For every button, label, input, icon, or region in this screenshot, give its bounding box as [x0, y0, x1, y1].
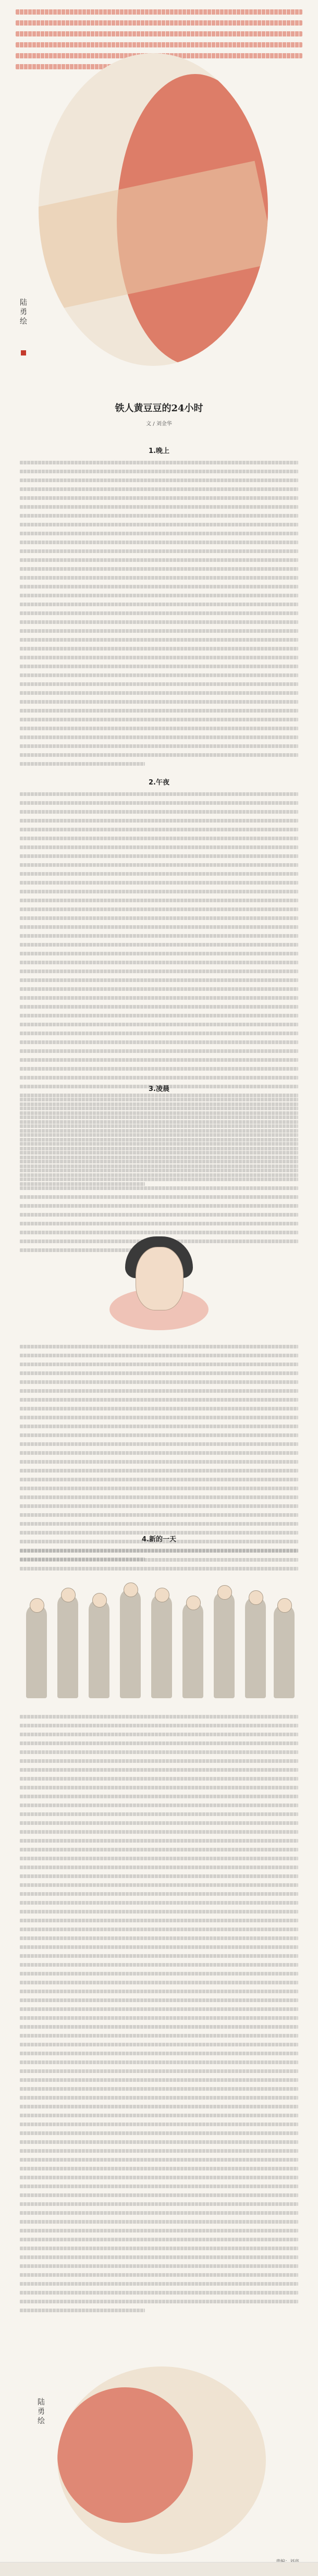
article-byline: 文 / 刘金华	[146, 421, 172, 427]
artist-seal	[21, 350, 26, 355]
page-footer	[0, 2562, 318, 2576]
closing-illustration	[38, 2366, 266, 2554]
section-heading: 3.凌晨	[149, 1085, 169, 1093]
article-title: 铁人黄豆豆的24小时	[115, 403, 203, 414]
section-heading: 2.午夜	[149, 779, 169, 787]
section-body	[20, 1549, 298, 1576]
section-heading: 4.新的一天	[142, 1536, 176, 1543]
group-illustration	[21, 1573, 297, 1698]
section-body	[20, 1715, 298, 2317]
section-body	[20, 461, 298, 771]
artist-signature: 陆勇 绘	[38, 2398, 45, 2425]
hero-illustration	[20, 53, 268, 366]
artist-signature: 陆勇 绘	[20, 299, 27, 326]
section-heading: 1.晚上	[149, 447, 169, 455]
girl-illustration	[89, 1231, 229, 1335]
